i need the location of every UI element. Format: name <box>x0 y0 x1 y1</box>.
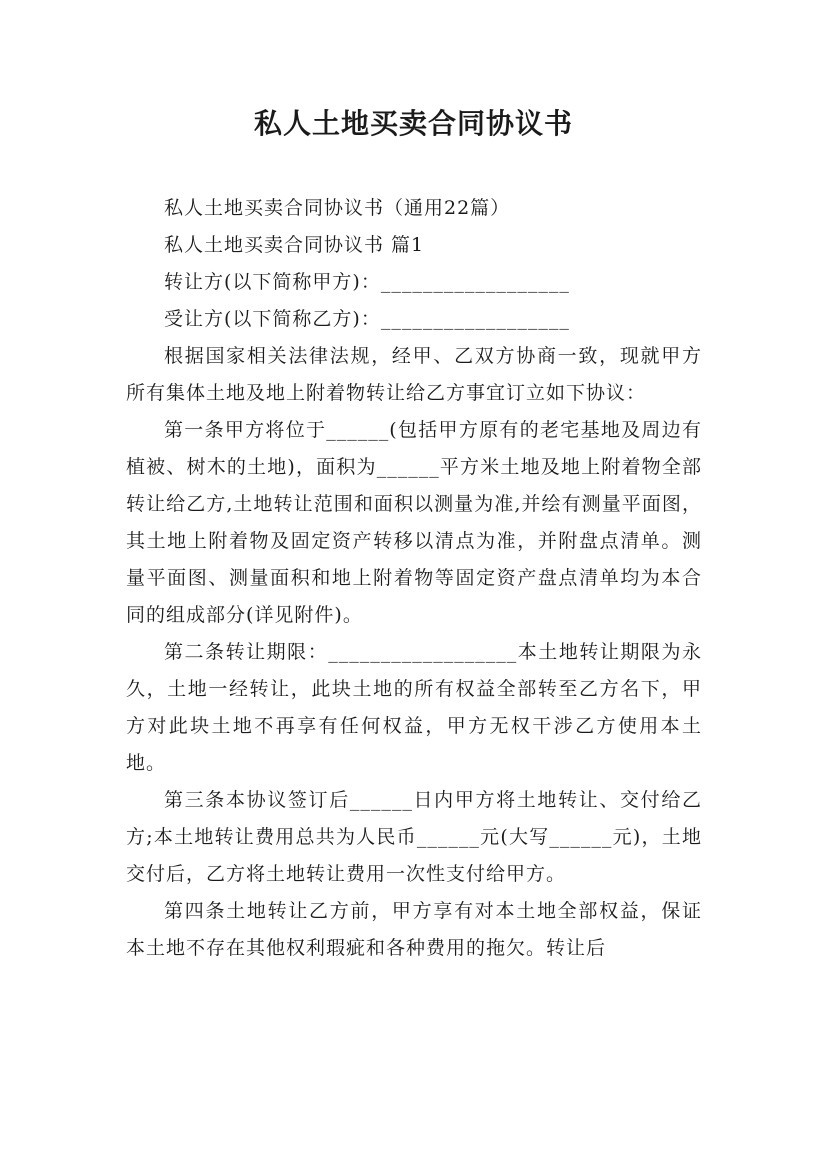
transferor-line: 转让方(以下简称甲方)：__________________ <box>164 271 570 293</box>
document-title: 私人土地买卖合同协议书 <box>253 107 573 140</box>
subtitle-paragraph: 私人土地买卖合同协议书（通用22篇） <box>164 197 511 219</box>
transferee-line: 受让方(以下简称乙方)：__________________ <box>164 308 570 330</box>
article-3-paragraph: 第三条本协议签订后______日内甲方将土地转让、交付给乙方;本土地转让费用总共为人民币______元(大写______元)，土地交付后，乙方将土地转让费用一次性支付给甲方。 <box>126 789 702 885</box>
section-heading: 私人土地买卖合同协议书 篇1 <box>164 234 425 256</box>
article-4-paragraph: 第四条土地转让乙方前，甲方享有对本土地全部权益，保证本土地不存在其他权利瑕疵和各种费用的拖欠。转让后 <box>126 900 702 959</box>
preamble-paragraph: 根据国家相关法律法规，经甲、乙双方协商一致，现就甲方所有集体土地及地上附着物转让给乙方事宜订立如下协议： <box>126 345 702 404</box>
article-2-paragraph: 第二条转让期限：__________________本土地转让期限为永久，土地一经转让，此块土地的所有权益全部转至乙方名下，甲方对此块土地不再享有任何权益，甲方无权干涉乙方使用本土地。 <box>126 641 702 774</box>
document-body <box>126 190 702 967</box>
article-1-paragraph: 第一条甲方将位于______(包括甲方原有的老宅基地及周边有植被、树木的土地)，面积为______平方米土地及地上附着物全部转让给乙方,土地转让范围和面积以测量为准,并绘有测量平面图，其土地上附着物及固定资产转移以清点为准，并附盘点清单。测量平面图、测量面积和地上附着物等固定资产盘点清单均为本合同的组成部分(详见附件)。 <box>126 419 702 626</box>
